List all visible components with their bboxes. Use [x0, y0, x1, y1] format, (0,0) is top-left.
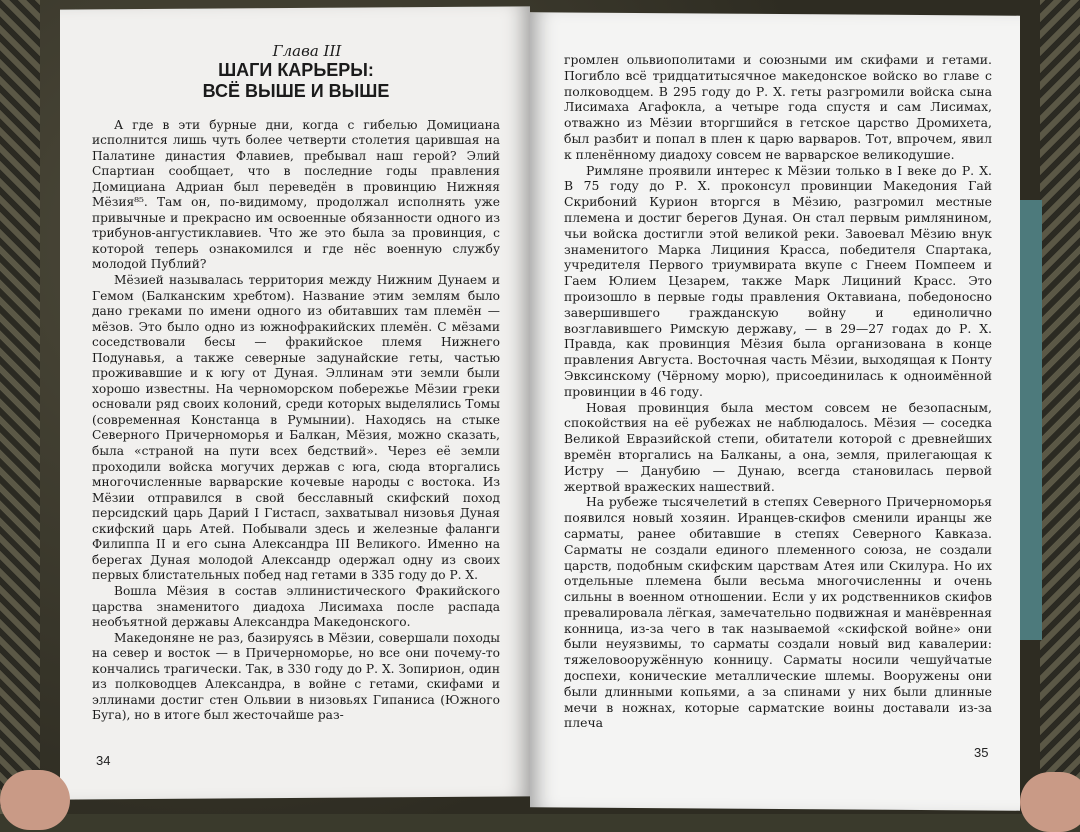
right-thumb: [1020, 772, 1080, 832]
paragraph: Мёзией называлась территория между Нижним Дунаем и Гемом (Балканским хребтом). Название этим землям было дано греками по имени одного из обитавших там племён — мёзов. Это было одно из южнофракийских племён. С мёзами соседствовали бесы — фракийское племя Нижнего Подунавья, а также северные задунайские геты, частью проживавшие и к югу от Дуная. Эллинам эти земли были хорошо известны. На черноморском побережье Мёзии греки основали ряд своих колоний, среди которых выделялись Томы (современная Констанца в Румынии). Находясь на стыке Северного Причерноморья и Балкан, Мёзия, можно сказать, была «страной на пути всех бедствий». Через её земли проходили войска могучих держав с юга, сюда вторгались многочисленные варварские кочевые народы с востока. Из Мёзии отправился в свой бесславный скифский поход персидский царь Дарий I Гистасп, захватывал низовья Дуная скифский царь Атей. Побывали здесь и железные фаланги Филиппа II и его сына Александра III Великого. Именно на берегах Дуная молодой Александр одержал одну из своих первых блистательных побед над гетами в 335 году до Р. Х.: [92, 273, 500, 583]
page-number-right: 35: [974, 745, 989, 760]
paragraph: громлен ольвиополитами и союзными им скифами и гетами. Погибло всё тридцатитысячное македонское войско во главе с полководцем. В 295 году до Р. Х. геты разгромили войска сына Лисимаха Агафокла, а четыре года спустя и сам Лисимах, отважно из Мёзии вторгшийся в гетское царство Дромихета, был разбит и попал в плен к царю варваров. Тот, впрочем, явил к пленённому диадоху совсем не варварское великодушие.: [564, 52, 992, 162]
page-number-left: 34: [96, 753, 111, 768]
paragraph: Вошла Мёзия в состав эллинистического Фракийского царства знаменитого диадоха Лисимаха после распада необъятной державы Александра Македонского.: [92, 583, 500, 630]
paragraph: Македоняне не раз, базируясь в Мёзии, совершали походы на север и восток — в Причерноморье, но все они почему-то кончались трагически. Так, в 330 году до Р. Х. Зопирион, один из полководцев Александра, в войне с гетами, скифами и эллинами достиг стен Ольвии в низовьях Гипаниса (Южного Буга), но в итоге был жесточайше раз-: [92, 630, 500, 723]
title-line-1: ШАГИ КАРЬЕРЫ:: [218, 59, 374, 80]
tablecloth-left: [0, 0, 40, 814]
paragraph: На рубеже тысячелетий в степях Северного Причерноморья появился новый хозяин. Иранцев-скифов сменили иранцы же сарматы, ранее обитавшие в степях Северного Кавказа. Сарматы не создали единого племенного союза, не создали царств, подобным скифским царствам Атея или Скилура. Но их отдельные племена были весьма многочисленны и очень сильны в военном отношении. Если у их родственников скифов превалировала лёгкая, замечательно подвижная и манёвренная конница, из-за чего в так называемой «скифской войне» они были неуязвимы, то сарматы создали новый вид кавалерии: тяжеловооружённую конницу. Сарматы носили чешуйчатые доспехи, конические металлические шлемы. Вооружены они были длинными копьями, а за спинами у них были длинные мечи в ножнах, которые сарматские воины доставали из-за плеча: [564, 494, 992, 731]
left-thumb: [0, 770, 70, 830]
chapter-label: Глава III: [272, 42, 342, 60]
title-line-2: ВСЁ ВЫШЕ И ВЫШЕ: [202, 80, 390, 101]
left-page-text: [92, 44, 500, 724]
chapter-title: [92, 60, 500, 102]
book-cover-edge: [1020, 200, 1042, 640]
paragraph: Римляне проявили интерес к Мёзии только в I веке до Р. Х. В 75 году до Р. Х. проконсул провинции Македония Гай Скрибоний Курион вторгся в Мёзию, разгромил местные племена и достиг берегов Дуная. Он стал первым римлянином, чьи войска достигли этой великой реки. Завоевал Мёзию внук знаменитого Марка Лициния Красса, победителя Спартака, учредителя Первого триумвирата вкупе с Гнеем Помпеем и Гаем Юлием Цезарем, также Марк Лициний Красс. Это произошло в первые годы правления Октавиана, победоносно завершившего гражданскую войну и единолично возглавившего Римскую державу, — в 29—27 годах до Р. Х. Правда, как провинция Мёзия была организована в конце правления Августа. Восточная часть Мёзии, выходящая к Понту Эвксинскому (Чёрному морю), присоединилась к одноимённой провинции в 46 году.: [564, 162, 992, 399]
tablecloth-right: [1040, 0, 1080, 814]
right-page-text: [564, 52, 992, 731]
paragraph: Новая провинция была местом совсем не безопасным, спокойствия на её рубежах не наблюдалось. Мёзия — соседка Великой Евразийской степи, обитатели которой с древнейших времён вторгались на Балканы, а она, земля, прилегающая к Истру — Данубию — Дунаю, всегда становилась первой жертвой вражеских нашествий.: [564, 399, 992, 494]
paragraph: А где в эти бурные дни, когда с гибелью Домициана исполнится лишь чуть более четверти столетия царившая на Палатине династия Флавиев, пребывал наш герой? Элий Спартиан сообщает, что в последние годы правления Домициана Адриан был переведён в провинцию Нижняя Мёзия⁸⁵. Там он, по-видимому, продолжал исполнять уже привычные и прекрасно им освоенные обязанности одного из трибунов-ангустиклавиев. Что же это была за провинция, с которой теперь ознакомился и где нёс военную службу молодой Публий?: [92, 117, 500, 272]
